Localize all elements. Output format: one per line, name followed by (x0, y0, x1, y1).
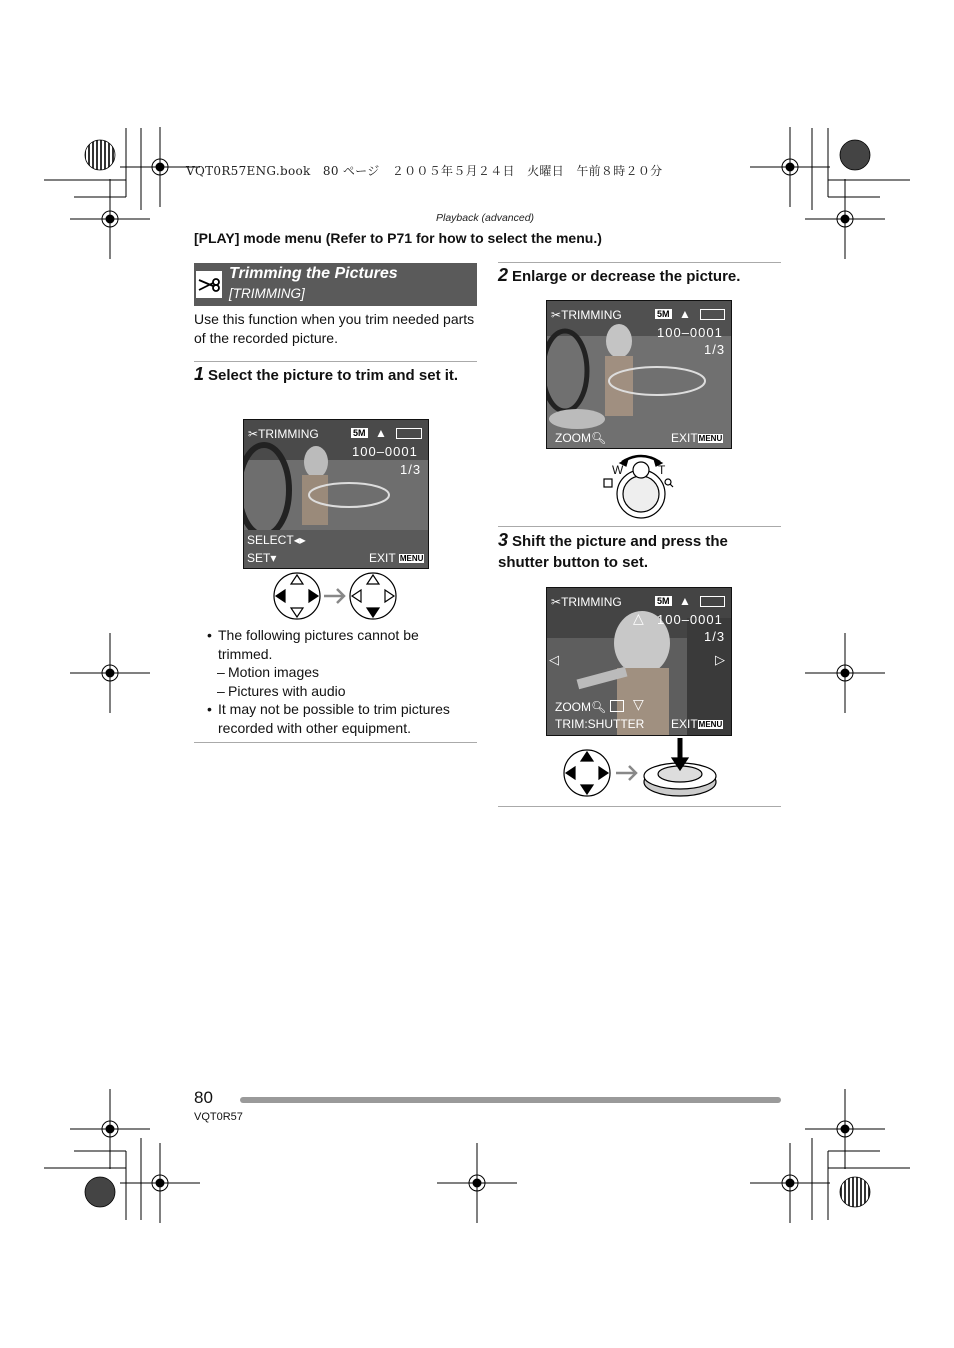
size-badge: 5M (353, 428, 366, 438)
target-mark-dot (106, 669, 114, 677)
size-badge: 5M (657, 596, 670, 606)
frame-count: 1/3 (704, 629, 726, 644)
target-mark-dot (786, 163, 794, 171)
battery-icon (700, 309, 725, 320)
section-subtitle: [TRIMMING] (229, 286, 305, 301)
divider (498, 526, 781, 527)
lcd-title: ✂TRIMMING (551, 595, 622, 609)
arrow-right-icon: ▷ (715, 652, 725, 667)
w-label: W (612, 463, 624, 477)
quality-icon: ▲ (679, 307, 691, 321)
scissors-icon (196, 271, 222, 298)
t-label: T (658, 463, 666, 477)
print-info: VQT0R57ENG.book 80 ページ ２００５年５月２４日 火曜日 午前８時２０分 (186, 164, 663, 178)
target-mark-dot (106, 1125, 114, 1133)
quality-icon: ▲ (679, 594, 691, 608)
frame-count: 1/3 (704, 342, 726, 357)
target-mark-dot (156, 163, 164, 171)
divider (194, 361, 477, 362)
target-mark-dot (106, 215, 114, 223)
exit-label: EXITMENU (671, 717, 723, 731)
arrow-up-icon: △ (633, 610, 644, 626)
section-banner (194, 263, 477, 306)
footer-bar (240, 1097, 781, 1103)
arrow-down-icon: ▽ (633, 696, 644, 712)
exit-label: EXITMENU (671, 431, 723, 445)
lcd-screen-2 (546, 300, 732, 449)
menu-title: [PLAY] mode menu (Refer to P71 for how to select the menu.) (194, 230, 602, 246)
note-bullet-2: • It may not be possible to trim pictures recorded with other equipment. (207, 701, 450, 736)
running-title: Playback (advanced) (436, 212, 535, 224)
target-mark-dot (156, 1179, 164, 1187)
lcd-screen-3 (546, 587, 732, 736)
arrow-left-icon: ◁ (549, 652, 559, 667)
note-dash-2: – Pictures with audio (217, 682, 346, 699)
target-mark-dot (786, 1179, 794, 1187)
dpad-shutter-diagram (560, 736, 720, 800)
divider (194, 742, 477, 743)
lcd-title: ✂TRIMMING (248, 427, 319, 441)
step-3: 3 Shift the picture and press the shutter button to set. (498, 530, 728, 571)
note-bullet-1: • The following pictures cannot be trimmed. (207, 627, 419, 662)
divider (498, 262, 781, 263)
lcd-title: ✂TRIMMING (551, 308, 622, 322)
quality-icon: ▲ (375, 426, 387, 440)
section-title: Trimming the Pictures (229, 265, 398, 282)
frame-count: 1/3 (400, 462, 422, 477)
size-badge: 5M (657, 309, 670, 319)
zoom-label: ZOOM🔍︎ (555, 431, 607, 445)
target-mark-dot (841, 1125, 849, 1133)
target-mark-dot (841, 215, 849, 223)
trim-shutter-label: TRIM:SHUTTER (555, 717, 645, 731)
set-label: SET▾ (247, 551, 277, 565)
page-number: 80 (194, 1088, 213, 1107)
dpad-diagram-1 (270, 571, 400, 621)
intro-text: Use this function when you trim needed parts of the recorded picture. (194, 311, 475, 346)
exit-label: EXIT MENU (369, 551, 424, 565)
step-1: 1 Select the picture to trim and set it. (194, 364, 459, 384)
file-number: 100–0001 (657, 325, 723, 340)
battery-icon (396, 428, 422, 439)
notes-list (207, 626, 475, 737)
zoom-label: ZOOM🔍︎ (555, 700, 624, 714)
lcd-screen-1 (243, 419, 429, 569)
target-mark-dot (473, 1179, 481, 1187)
file-number: 100–0001 (352, 444, 418, 459)
file-number: 100–0001 (657, 612, 723, 627)
select-label: SELECT◂▸ (247, 533, 306, 547)
step-2: 2 Enlarge or decrease the picture. (498, 265, 741, 285)
target-mark-dot (841, 669, 849, 677)
note-dash-1: – Motion images (217, 664, 320, 680)
divider (498, 806, 781, 807)
model-code: VQT0R57 (194, 1111, 243, 1123)
battery-icon (700, 596, 725, 607)
zoom-lever-diagram (600, 450, 680, 522)
